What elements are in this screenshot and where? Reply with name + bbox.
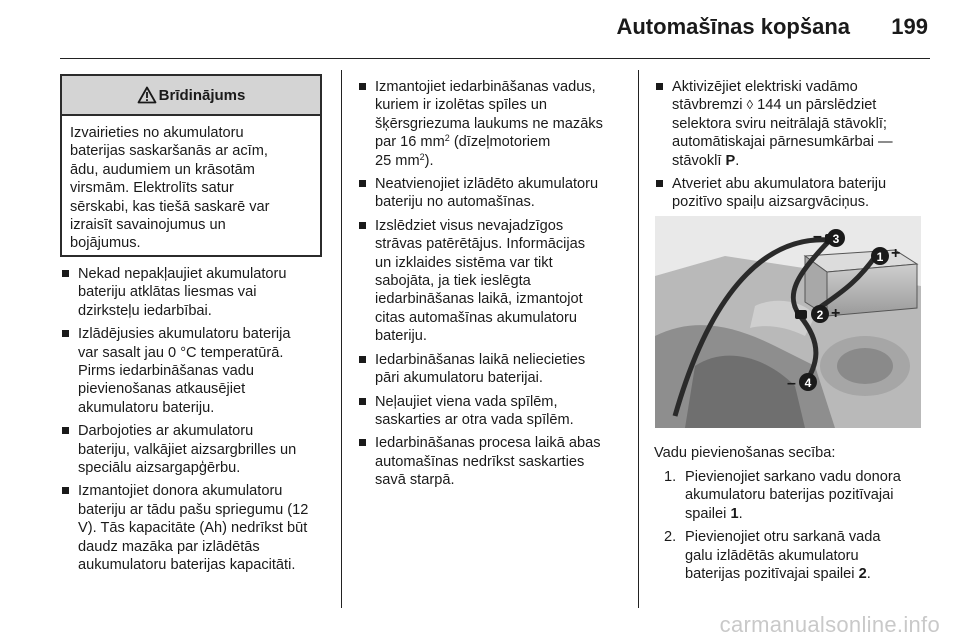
svg-text:2: 2	[816, 308, 824, 322]
jump-start-illustration	[655, 216, 921, 428]
warning-header	[62, 76, 320, 116]
list-item: Nekad nepakļaujiet akumulatoru bateriju atklātas liesmas vai dzirksteļu iedarbībai.	[60, 265, 335, 320]
page-number: 199	[891, 14, 928, 39]
svg-text:+: +	[891, 245, 901, 262]
marker-2	[811, 305, 840, 323]
bullet-icon	[62, 487, 69, 494]
warning-title: Brīdinājums	[158, 86, 246, 104]
warning-line: sērskabi, kas tiešā saskarē var	[70, 198, 270, 215]
bullet-icon	[359, 439, 366, 446]
col2-bullet-list	[357, 78, 632, 495]
list-item: Atveriet abu akumulatora bateriju pozitīvo spaiļu aizsargvāciņus.	[654, 175, 939, 212]
page-title: Automašīnas kopšana	[616, 14, 850, 39]
sequence-title: Vadu pievienošanas secība:	[654, 445, 836, 461]
column-divider	[341, 70, 342, 608]
list-item: Iedarbināšanas procesa laikā abas automašīnas nedrīkst saskarties savā starpā.	[357, 434, 632, 489]
cross-reference-icon: ◊	[746, 97, 754, 113]
list-item: Neļaujiet viena vada spīlēm, saskarties ar otra vada spīlēm.	[357, 393, 632, 430]
step-number: 1.	[664, 469, 677, 485]
list-item: 2. Pievienojiet otru sarkanā vada galu izlādētās akumulatoru baterijas pozitīvajai spailei 2.	[664, 529, 881, 583]
warning-box	[60, 74, 322, 257]
bullet-icon	[62, 270, 69, 277]
warning-line: virsmām. Elektrolīts satur	[70, 180, 234, 197]
list-item: Neatvienojiet izlādēto akumulatoru bateriju no automašīnas.	[357, 175, 632, 212]
bullet-icon	[62, 330, 69, 337]
svg-text:–: –	[787, 375, 796, 392]
warning-line: bojājumus.	[70, 235, 141, 252]
list-item: Iedarbināšanas laikā neliecieties pāri akumulatoru baterijai.	[357, 351, 632, 388]
list-item: Izmantojiet donora akumulatoru bateriju ar tādu pašu spriegumu (12 V). Tās kapacitāte (Ah) nedrīkst būt daudz mazāka par izlādētās aukumulatoru baterijas kapacitāti.	[60, 482, 335, 574]
warning-triangle-icon	[137, 86, 157, 104]
bullet-icon	[359, 180, 366, 187]
list-item: Izlādējusies akumulatoru baterija var sasalt jau 0 °C temperatūrā. Pirms iedarbināšanas vadu pievienošanas atkausējiet akumulatoru bateriju.	[60, 325, 335, 417]
sequence-list	[654, 468, 939, 588]
warning-text	[62, 116, 320, 253]
engine-bay-illustration	[655, 216, 921, 428]
warning-line: baterijas saskaršanās ar acīm,	[70, 143, 268, 160]
step-number: 2.	[664, 529, 677, 546]
list-item: Darbojoties ar akumulatoru bateriju, valkājiet aizsargbrilles un speciālu aizsargapģērbu.	[60, 422, 335, 477]
list-item: Izslēdziet visus nevajadzīgos strāvas patērētājus. Informācijas un izklaides sistēma var tikt sabojāta, ja tiek ieslēgta iedarbināšanas laikā, izmantojot citas automašīnas akumulatoru bateriju.	[357, 217, 632, 346]
bullet-icon	[359, 83, 366, 90]
svg-text:–: –	[813, 228, 822, 245]
watermark: carmanualsonline.info	[719, 612, 940, 637]
list-item: 1. Pievienojiet sarkano vadu donora akumulatoru baterijas pozitīvajai spailei 1.	[664, 469, 901, 522]
list-item: Izmantojiet iedarbināšanas vadus, kuriem ir izolētas spīles un šķērsgriezuma laukums ne mazāks par 16 $mm^2$ (dīzeļmotoriem 25 $mm^2$).	[357, 78, 632, 170]
bullet-icon	[656, 83, 663, 90]
col3-bullet-list	[654, 78, 939, 217]
svg-text:4: 4	[804, 376, 812, 390]
column-divider	[638, 70, 639, 608]
header-divider	[60, 58, 930, 59]
svg-text:3: 3	[832, 232, 840, 246]
bullet-icon	[359, 398, 366, 405]
warning-line: Izvairieties no akumulatoru	[70, 125, 244, 141]
svg-text:1: 1	[876, 250, 884, 264]
svg-text:+: +	[831, 305, 841, 322]
list-item: Aktivizējiet elektriski vadāmo stāvbremzi ◊ 144 un pārslēdziet selektora sviru neitrālajā stāvoklī; automātiskajai pārnesumkārbai — stāvoklī P.	[654, 78, 939, 170]
warning-line: izraisīt savainojumus un	[70, 217, 226, 234]
bullet-icon	[62, 427, 69, 434]
col1-bullet-list	[60, 265, 335, 580]
bullet-icon	[656, 180, 663, 187]
warning-line: ādu, audumiem un krāsotām	[70, 161, 255, 178]
bullet-icon	[359, 356, 366, 363]
bullet-icon	[359, 222, 366, 229]
